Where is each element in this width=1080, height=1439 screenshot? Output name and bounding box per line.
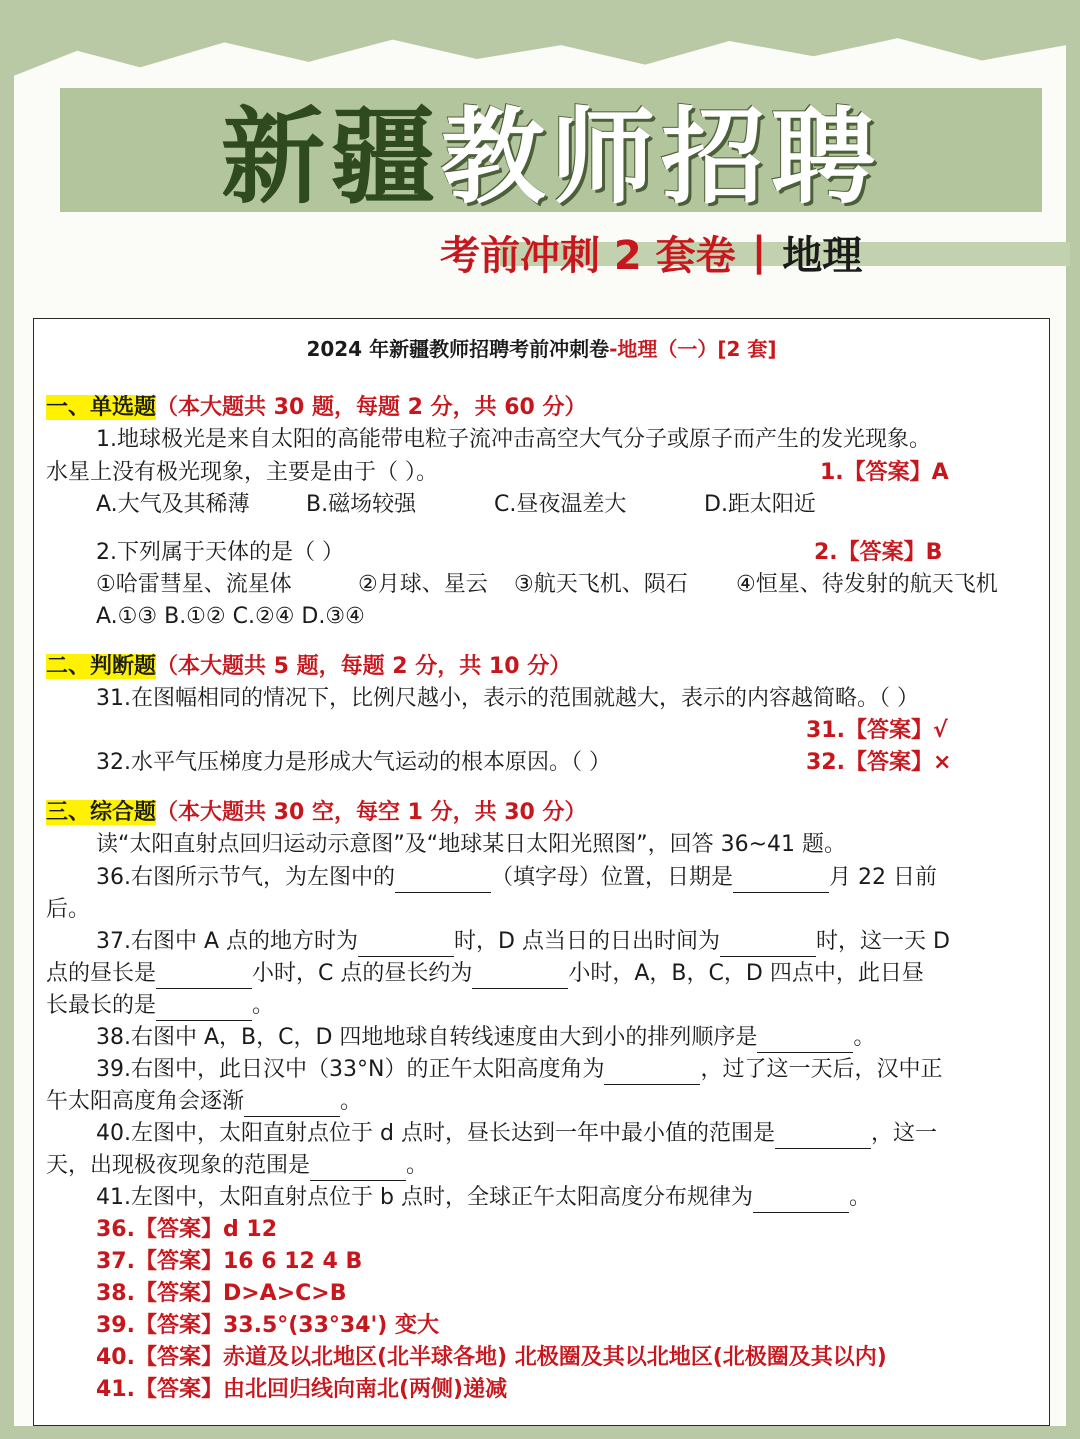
q40-part-b: ，这一 [870, 1121, 937, 1146]
answer-37: 37.【答案】16 6 12 4 B [96, 1249, 363, 1274]
section1-info: （本大题共 30 题，每题 2 分，共 60 分） [156, 395, 587, 420]
q36-part-a: 36.右图所示节气，为左图中的 [96, 865, 395, 890]
q36-line2: 后。 [46, 897, 91, 922]
q37-blank-2 [720, 934, 816, 957]
q37-blank-3 [156, 966, 252, 989]
q1-answer: 1.【答案】A [820, 460, 949, 485]
q38-line [96, 1023, 875, 1053]
q41-blank-1 [753, 1190, 849, 1213]
q37-line2 [46, 959, 924, 989]
section1-title [46, 393, 587, 423]
q1-line2: 水星上没有极光现象，主要是由于（ ）。 [46, 460, 438, 485]
section3-label: 三、综合题 [46, 800, 157, 825]
subtitle-separator: | [751, 229, 767, 275]
q40-part-c: 天，出现极夜现象的范围是 [46, 1153, 311, 1178]
q36-part-c: 月 22 日前 [829, 865, 937, 890]
q37-part-h: 。 [252, 993, 275, 1018]
q39-blank-1 [604, 1062, 700, 1085]
main-title-part2: 教师招聘 [441, 96, 882, 218]
q40-line1 [96, 1119, 937, 1149]
answer-38: 38.【答案】D>A>C>B [96, 1281, 347, 1306]
q39-line2 [46, 1087, 362, 1117]
q31-answer: 31.【答案】√ [806, 718, 948, 743]
answer-39: 39.【答案】33.5°(33°34') 变大 [96, 1313, 439, 1338]
q2-item-1: ①哈雷彗星、流星体 [96, 572, 292, 597]
section1-label: 一、单选题 [46, 395, 157, 420]
q41-part-a: 41.左图中，太阳直射点位于 b 点时，全球正午太阳高度分布规律为 [96, 1185, 753, 1210]
q1-option-c: C.昼夜温差大 [494, 492, 627, 517]
q39-part-d: 。 [340, 1089, 363, 1114]
q36-blank-2 [733, 870, 829, 893]
q2-line1: 2.下列属于天体的是（ ） [96, 540, 344, 565]
doc-heading-main: 2024 年新疆教师招聘考前冲刺卷 [306, 337, 610, 361]
q40-blank-2 [310, 1158, 406, 1181]
q38-part-a: 38.右图中 A，B，C，D 四地地球自转线速度由大到小的排列顺序是 [96, 1025, 758, 1050]
q38-blank-1 [757, 1030, 853, 1053]
q38-part-b: 。 [853, 1025, 876, 1050]
section3-title [46, 798, 587, 828]
q2-item-3: ③航天飞机、陨石 [514, 572, 688, 597]
q39-line1 [96, 1055, 942, 1085]
q39-part-b: ，过了这一天后，汉中正 [700, 1057, 943, 1082]
q37-part-g: 长最长的是 [46, 993, 157, 1018]
q40-part-d: 。 [406, 1153, 429, 1178]
q1-option-d: D.距太阳近 [704, 492, 816, 517]
subtitle-main: 考前冲刺 2 套卷 [440, 232, 736, 279]
q37-part-f: 小时，A，B，C，D 四点中，此日昼 [568, 961, 924, 986]
q1-option-b: B.磁场较强 [306, 492, 417, 517]
section2-label: 二、判断题 [46, 654, 157, 679]
q40-part-a: 40.左图中，太阳直射点位于 d 点时，昼长达到一年中最小值的范围是 [96, 1121, 775, 1146]
q40-line2 [46, 1151, 428, 1181]
q37-line3 [46, 991, 274, 1021]
answer-40: 40.【答案】赤道及以北地区(北半球各地) 北极圈及其以北地区(北极圈及其以内) [96, 1345, 887, 1370]
doc-heading-sub: -地理（一）[2 套] [609, 337, 777, 361]
answer-36: 36.【答案】d 12 [96, 1217, 277, 1242]
section3-intro: 读“太阳直射点回归运动示意图”及“地球某日太阳光照图”，回答 36~41 题。 [96, 832, 847, 857]
q2-item-4: ④恒星、待发射的航天飞机 [736, 572, 998, 597]
q36-line1 [96, 863, 937, 893]
q39-part-c: 午太阳高度角会逐渐 [46, 1089, 245, 1114]
q37-part-b: 时，D 点当日的日出时间为 [454, 929, 720, 954]
q2-answer: 2.【答案】B [814, 540, 943, 565]
q2-options: A.①③ B.①② C.②④ D.③④ [96, 604, 365, 629]
q32-text: 32.水平气压梯度力是形成大气运动的根本原因。（ ） [96, 750, 611, 775]
main-title [60, 86, 1042, 218]
subtitle-subject: 地理 [782, 232, 863, 279]
section2-info: （本大题共 5 题，每题 2 分，共 10 分） [156, 654, 572, 679]
q31-text: 31.在图幅相同的情况下，比例尺越小，表示的范围就越大，表示的内容越简略。（ ） [96, 686, 919, 711]
q37-line1 [96, 927, 950, 957]
q39-blank-2 [244, 1094, 340, 1117]
section2-title [46, 652, 571, 682]
answer-41: 41.【答案】由北回归线向南北(两侧)递减 [96, 1377, 508, 1402]
doc-heading [34, 333, 1049, 362]
q37-part-d: 点的昼长是 [46, 961, 157, 986]
q1-line1: 1.地球极光是来自太阳的高能带电粒子流冲击高空大气分子或原子而产生的发光现象。 [96, 427, 931, 452]
q40-blank-1 [775, 1126, 871, 1149]
q37-blank-5 [156, 998, 252, 1021]
q39-part-a: 39.右图中，此日汉中（33°N）的正午太阳高度角为 [96, 1057, 605, 1082]
q41-line [96, 1183, 871, 1213]
subtitle [440, 224, 862, 280]
q37-part-a: 37.右图中 A 点的地方时为 [96, 929, 359, 954]
q37-blank-1 [358, 934, 454, 957]
q32-answer: 32.【答案】× [806, 750, 952, 775]
q37-part-c: 时，这一天 D [815, 929, 950, 954]
section3-info: （本大题共 30 空，每空 1 分，共 30 分） [156, 800, 587, 825]
q41-part-b: 。 [848, 1185, 871, 1210]
q1-option-a: A.大气及其稀薄 [96, 492, 250, 517]
main-title-part1: 新疆 [220, 96, 441, 218]
q36-blank-1 [395, 870, 491, 893]
q37-part-e: 小时，C 点的昼长约为 [252, 961, 473, 986]
q36-part-b: （填字母）位置，日期是 [491, 865, 734, 890]
exam-document [33, 318, 1050, 1426]
q2-item-2: ②月球、星云 [358, 572, 488, 597]
q37-blank-4 [472, 966, 568, 989]
